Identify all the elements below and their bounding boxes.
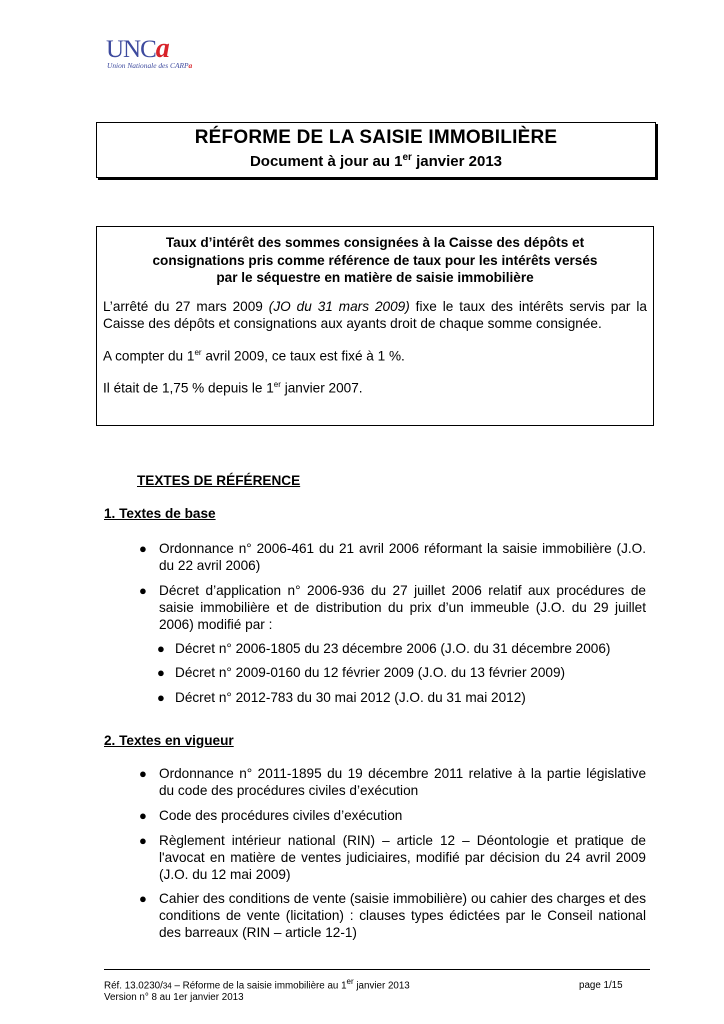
section-1-heading: 1. Textes de base xyxy=(104,506,216,521)
sub-list-item: Décret n° 2009-0160 du 12 février 2009 (J.O. du 13 février 2009) xyxy=(175,665,566,680)
page-number: page 1/15 xyxy=(579,980,623,991)
bullet-icon: ● xyxy=(139,891,147,906)
list-item: Ordonnance n° 2011-1895 du 19 décembre 2011 relative à la partie législative du code des procédures civiles d’exécution xyxy=(159,766,646,798)
bullet-icon: ● xyxy=(139,583,147,598)
logo-wordmark: UNCa xyxy=(106,33,169,64)
box-paragraph-decree: L’arrêté du 27 mars 2009 (JO du 31 mars 2009) fixe le taux des intérêts servis par la Caisse des dépôts et consignations aux ayants droit de chaque somme consignée. xyxy=(103,298,647,331)
box-paragraph-rate: A compter du 1er avril 2009, ce taux est fixé à 1 %. xyxy=(103,347,405,364)
box-heading: Taux d’intérêt des sommes consignées à la Caisse des dépôts et consignations pris comme référence de taux pour les intérêts versés par le séquestre en matière de saisie immobilière xyxy=(152,235,598,285)
list-item: Cahier des conditions de vente (saisie immobilière) ou cahier des charges et des conditions de vente (licitation) : clauses types édictées par le Conseil national des barreaux (RIN – article 12-1) xyxy=(159,891,646,940)
sub-list-item: Décret n° 2012-783 du 30 mai 2012 (J.O. du 31 mai 2012) xyxy=(175,690,526,705)
interest-rate-box xyxy=(96,226,654,426)
box-paragraph-previous-rate: Il était de 1,75 % depuis le 1er janvier 2007. xyxy=(103,379,363,396)
document-title: RÉFORME DE LA SAISIE IMMOBILIÈRE xyxy=(194,127,558,148)
footer-version: Version n° 8 au 1er janvier 2013 xyxy=(104,992,244,1003)
bullet-icon: ● xyxy=(139,766,147,781)
sub-list-item: Décret n° 2006-1805 du 23 décembre 2006 (J.O. du 31 décembre 2006) xyxy=(175,641,611,656)
document-subtitle: Document à jour au 1er janvier 2013 xyxy=(249,152,503,170)
bullet-icon: ● xyxy=(139,833,147,848)
bullet-icon: ● xyxy=(139,541,147,556)
bullet-icon: ● xyxy=(157,665,165,680)
title-box xyxy=(96,122,656,178)
section-2-heading: 2. Textes en vigueur xyxy=(104,733,234,748)
unca-logo xyxy=(106,33,216,72)
references-heading: TEXTES DE RÉFÉRENCE xyxy=(137,473,301,488)
list-item: Code des procédures civiles d’exécution xyxy=(159,808,403,823)
list-item: Ordonnance n° 2006-461 du 21 avril 2006 réformant la saisie immobilière (J.O. du 22 avril 2006) xyxy=(159,541,646,573)
bullet-icon: ● xyxy=(139,808,147,823)
bullet-icon: ● xyxy=(157,690,165,705)
footer-divider xyxy=(104,969,650,970)
list-item: Règlement intérieur national (RIN) – article 12 – Déontologie et pratique de l'avocat en matière de ventes judiciaires, modifié par décision du 24 avril 2009 (J.O. du 12 mai 2009) xyxy=(159,833,646,882)
footer-reference: Réf. 13.0230/34 – Réforme de la saisie immobilière au 1er janvier 2013 xyxy=(104,977,410,992)
logo-tagline: Union Nationale des CARPa xyxy=(107,61,193,70)
bullet-icon: ● xyxy=(157,641,165,656)
list-item: Décret d’application n° 2006-936 du 27 juillet 2006 relatif aux procédures de saisie immobilière et de distribution du prix d’un immeuble (J.O. du 29 juillet 2006) modifié par : xyxy=(159,583,646,632)
